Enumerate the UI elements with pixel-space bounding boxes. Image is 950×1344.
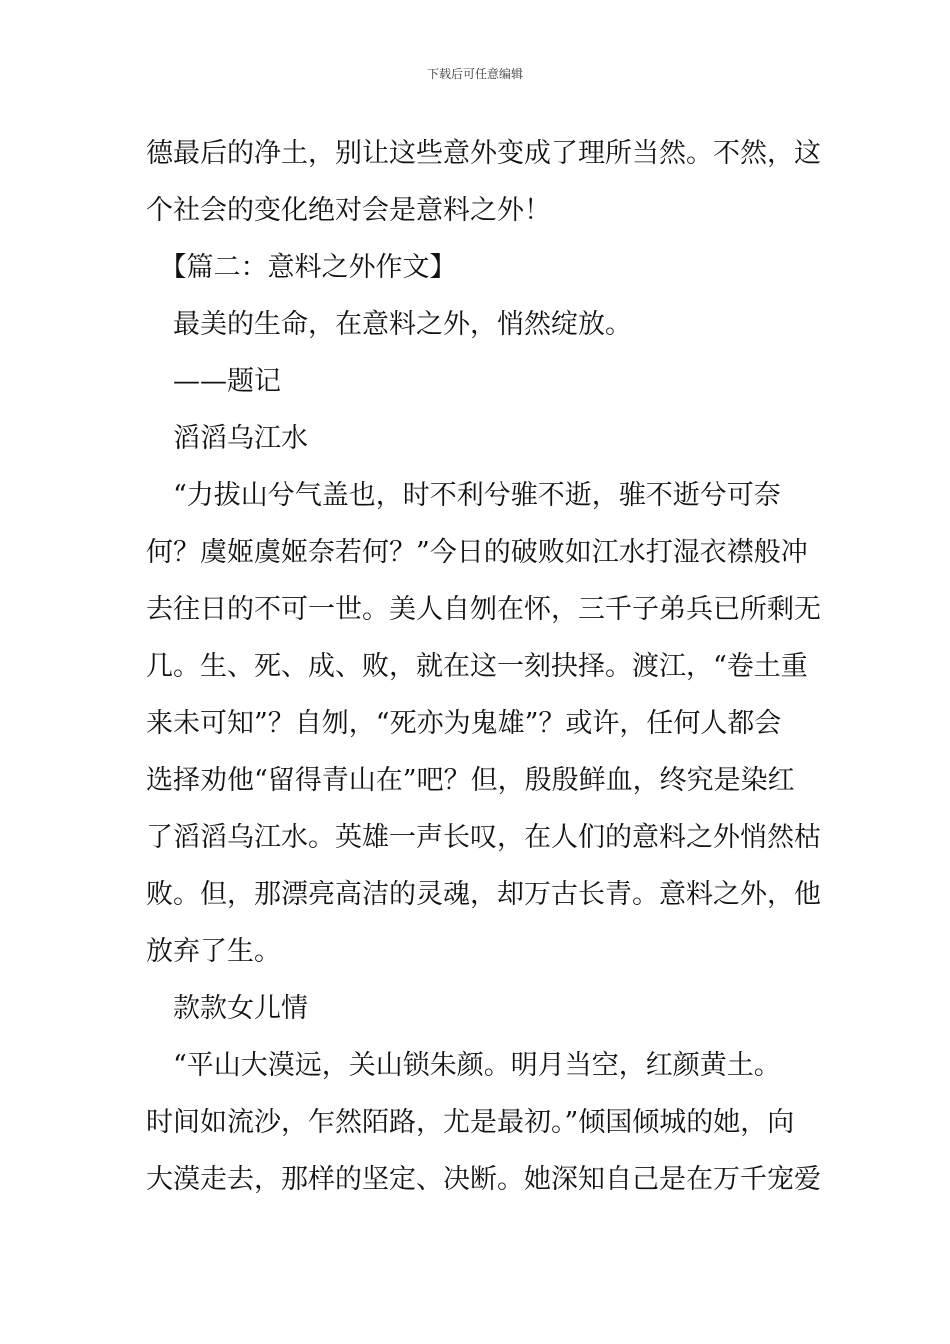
- text-line-1: 德最后的净土，别让这些意外变成了理所当然。不然，这: [146, 138, 821, 169]
- text-line-18: 时间如流沙，乍然陌路，尤是最初。”倾国倾城的她，向: [146, 1107, 795, 1138]
- text-line-17: “平山大漠远，关山锁朱颜。明月当空，红颜黄土。: [146, 1050, 781, 1081]
- epigraph-attribution: ——题记: [146, 366, 281, 397]
- text-line-9: 去往日的不可一世。美人自刎在怀，三千子弟兵已所剩无: [146, 594, 821, 625]
- text-line-12: 选择劝他“留得青山在”吧？但，殷殷鲜血，终究是染红: [146, 765, 795, 796]
- subheading-nverqing: 款款女儿情: [146, 993, 308, 1024]
- text-line-8: 何？虞姬虞姬奈若何？”今日的破败如江水打湿衣襟般冲: [146, 537, 808, 568]
- epigraph-line: 最美的生命，在意料之外，悄然绽放。: [146, 309, 632, 340]
- text-line-7: “力拔山兮气盖也，时不利兮骓不逝，骓不逝兮可奈: [146, 480, 781, 511]
- subheading-wujiang: 滔滔乌江水: [146, 423, 308, 454]
- text-line-2: 个社会的变化绝对会是意料之外！: [146, 195, 551, 226]
- text-line-13: 了滔滔乌江水。英雄一声长叹，在人们的意料之外悄然枯: [146, 822, 821, 853]
- text-line-14: 败。但，那漂亮高洁的灵魂，却万古长青。意料之外，他: [146, 879, 821, 910]
- text-line-11: 来未可知”？自刎，“死亦为鬼雄”？或许，任何人都会: [146, 708, 782, 739]
- text-line-19: 大漠走去，那样的坚定、决断。她深知自己是在万千宠爱: [146, 1164, 821, 1195]
- text-line-10: 几。生、死、成、败，就在这一刻抉择。渡江，“卷土重: [146, 651, 808, 682]
- page-header: 下载后可任意编辑: [426, 67, 523, 81]
- text-line-15: 放弃了生。: [146, 936, 281, 967]
- section-heading: 【篇二：意料之外作文】: [146, 252, 457, 283]
